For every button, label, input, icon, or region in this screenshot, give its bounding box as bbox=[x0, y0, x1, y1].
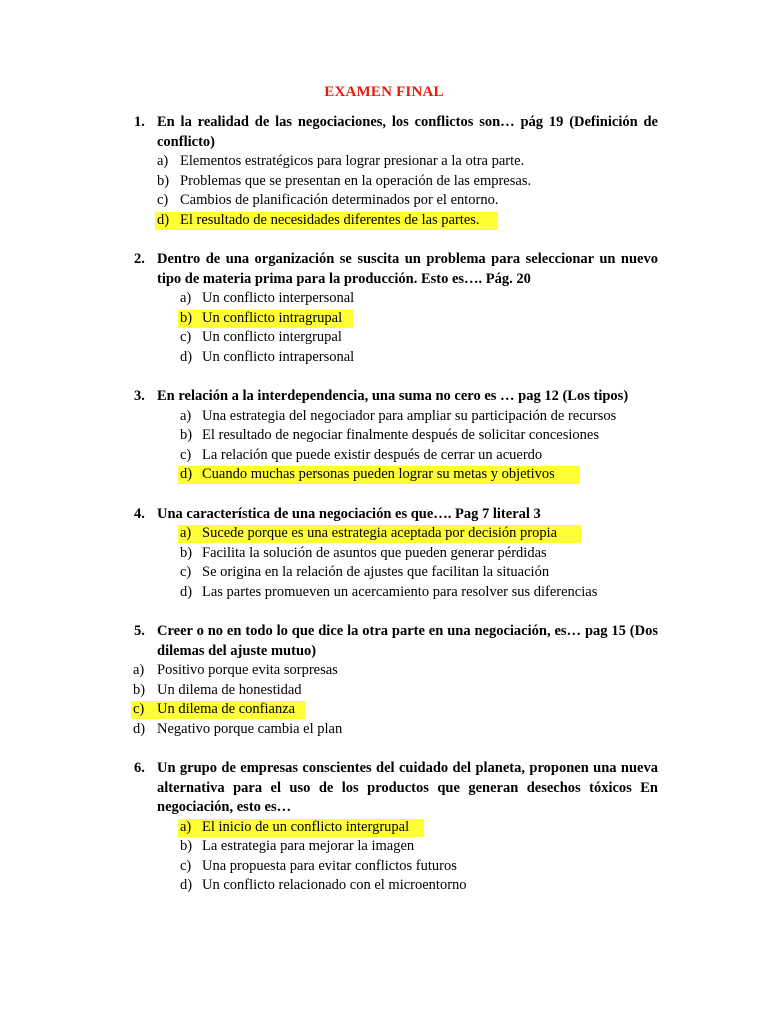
question-text: 2. Dentro de una organización se suscita un problema para seleccionar un nuevo tipo de materia prima para la producción. Esto es…. Pág. 20 bbox=[134, 251, 658, 287]
option-letter: b) bbox=[180, 427, 193, 443]
question-text: 4. Una característica de una negociación es que…. Pag 7 literal 3 bbox=[157, 505, 658, 525]
option-letter: d) bbox=[157, 211, 170, 228]
question-number: 1. bbox=[134, 114, 145, 130]
option-letter: c) bbox=[180, 857, 192, 874]
option-letter: a) bbox=[180, 525, 192, 541]
option bbox=[0, 407, 768, 427]
option bbox=[0, 191, 768, 211]
option-letter: d) bbox=[180, 877, 193, 893]
option-letter: b) bbox=[157, 172, 170, 189]
option-highlighted bbox=[0, 700, 768, 720]
option bbox=[0, 289, 768, 309]
question-text: 5. Creer o no en todo lo que dice la otra parte en una negociación, es… pag 15 (Dos dilemas del ajuste mutuo) bbox=[134, 623, 658, 659]
question-3 bbox=[0, 387, 768, 485]
question-1 bbox=[0, 113, 768, 230]
question-6 bbox=[0, 759, 768, 896]
option-letter: c) bbox=[133, 701, 145, 717]
option bbox=[0, 348, 768, 368]
option bbox=[0, 152, 768, 172]
option-text: La relación que puede existir después de cerrar un acuerdo bbox=[202, 446, 543, 463]
option-text: Facilita la solución de asuntos que pueden generar pérdidas bbox=[202, 544, 547, 561]
option-letter: b) bbox=[133, 681, 146, 698]
question-text: 1. En la realidad de las negociaciones, los conflictos son… pág 19 (Definición de conflicto) bbox=[134, 114, 658, 150]
option-letter: c) bbox=[180, 446, 192, 463]
option-text: Negativo porque cambia el plan bbox=[157, 720, 343, 737]
option bbox=[0, 544, 768, 564]
option bbox=[0, 837, 768, 857]
option-letter: d) bbox=[180, 583, 193, 600]
option-text: Elementos estratégicos para lograr presionar a la otra parte. bbox=[180, 153, 525, 169]
question-number: 2. bbox=[134, 251, 145, 267]
option bbox=[0, 328, 768, 348]
option-text: Un conflicto interpersonal bbox=[202, 290, 355, 306]
option bbox=[0, 583, 768, 603]
option-text: Un conflicto intergrupal bbox=[202, 329, 342, 345]
option bbox=[0, 172, 768, 192]
option-text: Un dilema de honestidad bbox=[157, 681, 302, 698]
option-letter: d) bbox=[133, 720, 146, 737]
option-highlighted bbox=[0, 309, 768, 329]
option bbox=[0, 661, 768, 681]
option-text: Un conflicto intragrupal bbox=[202, 309, 343, 326]
option-text: Cambios de planificación determinados por el entorno. bbox=[180, 192, 499, 208]
option-text: Positivo porque evita sorpresas bbox=[157, 662, 338, 678]
option-highlighted bbox=[0, 524, 768, 544]
option bbox=[0, 857, 768, 877]
option-text: El resultado de negociar finalmente después de solicitar concesiones bbox=[202, 427, 599, 443]
option-text: Un dilema de confianza bbox=[157, 701, 296, 717]
option-text: El resultado de necesidades diferentes de las partes. bbox=[180, 211, 480, 228]
question-5 bbox=[0, 622, 768, 739]
option-letter: a) bbox=[180, 290, 192, 306]
option bbox=[0, 720, 768, 740]
option-letter: b) bbox=[180, 309, 193, 326]
option-text: Cuando muchas personas pueden lograr su metas y objetivos bbox=[202, 466, 555, 482]
option-text: La estrategia para mejorar la imagen bbox=[202, 838, 415, 854]
option-highlighted bbox=[0, 465, 768, 485]
question-number: 6. bbox=[134, 760, 145, 776]
option-text: Un conflicto intrapersonal bbox=[202, 348, 355, 365]
option bbox=[0, 876, 768, 896]
option-text: Problemas que se presentan en la operación de las empresas. bbox=[180, 172, 532, 189]
question-number: 3. bbox=[134, 388, 145, 404]
question-number: 5. bbox=[134, 623, 145, 639]
option-letter: c) bbox=[180, 329, 192, 345]
option-letter: a) bbox=[133, 662, 145, 678]
option-text: Una propuesta para evitar conflictos futuros bbox=[202, 857, 457, 874]
option-letter: c) bbox=[157, 192, 169, 208]
question-text: 3. En relación a la interdependencia, una suma no cero es … pag 12 (Los tipos) bbox=[157, 387, 658, 407]
option-text: Sucede porque es una estrategia aceptada por decisión propia bbox=[202, 525, 558, 541]
question-number: 4. bbox=[134, 505, 145, 522]
question-text: 6. Un grupo de empresas conscientes del cuidado del planeta, proponen una nueva alternativa para el uso de los productos que generan desechos tóxicos En negociación, esto es… bbox=[134, 760, 658, 815]
option-letter: a) bbox=[180, 818, 192, 835]
option-text: Se origina en la relación de ajustes que facilitan la situación bbox=[202, 564, 550, 580]
option-text: Las partes promueven un acercamiento para resolver sus diferencias bbox=[202, 583, 598, 600]
option-letter: a) bbox=[157, 153, 169, 169]
option bbox=[0, 446, 768, 466]
option-highlighted bbox=[0, 211, 768, 231]
option-text: Un conflicto relacionado con el microentorno bbox=[202, 877, 467, 893]
option-letter: d) bbox=[180, 348, 193, 365]
option-text: Una estrategia del negociador para ampliar su participación de recursos bbox=[202, 407, 617, 424]
question-4 bbox=[0, 505, 768, 603]
option bbox=[0, 563, 768, 583]
option bbox=[0, 426, 768, 446]
option-letter: d) bbox=[180, 466, 193, 482]
option-text: El inicio de un conflicto intergrupal bbox=[202, 818, 410, 835]
option-letter: b) bbox=[180, 544, 193, 561]
page-title: EXAMEN FINAL bbox=[324, 84, 444, 100]
option bbox=[0, 681, 768, 701]
option-letter: b) bbox=[180, 838, 193, 854]
option-letter: c) bbox=[180, 564, 192, 580]
question-2 bbox=[0, 250, 768, 367]
option-letter: a) bbox=[180, 407, 192, 424]
question-list bbox=[0, 113, 768, 916]
option-highlighted bbox=[0, 818, 768, 838]
